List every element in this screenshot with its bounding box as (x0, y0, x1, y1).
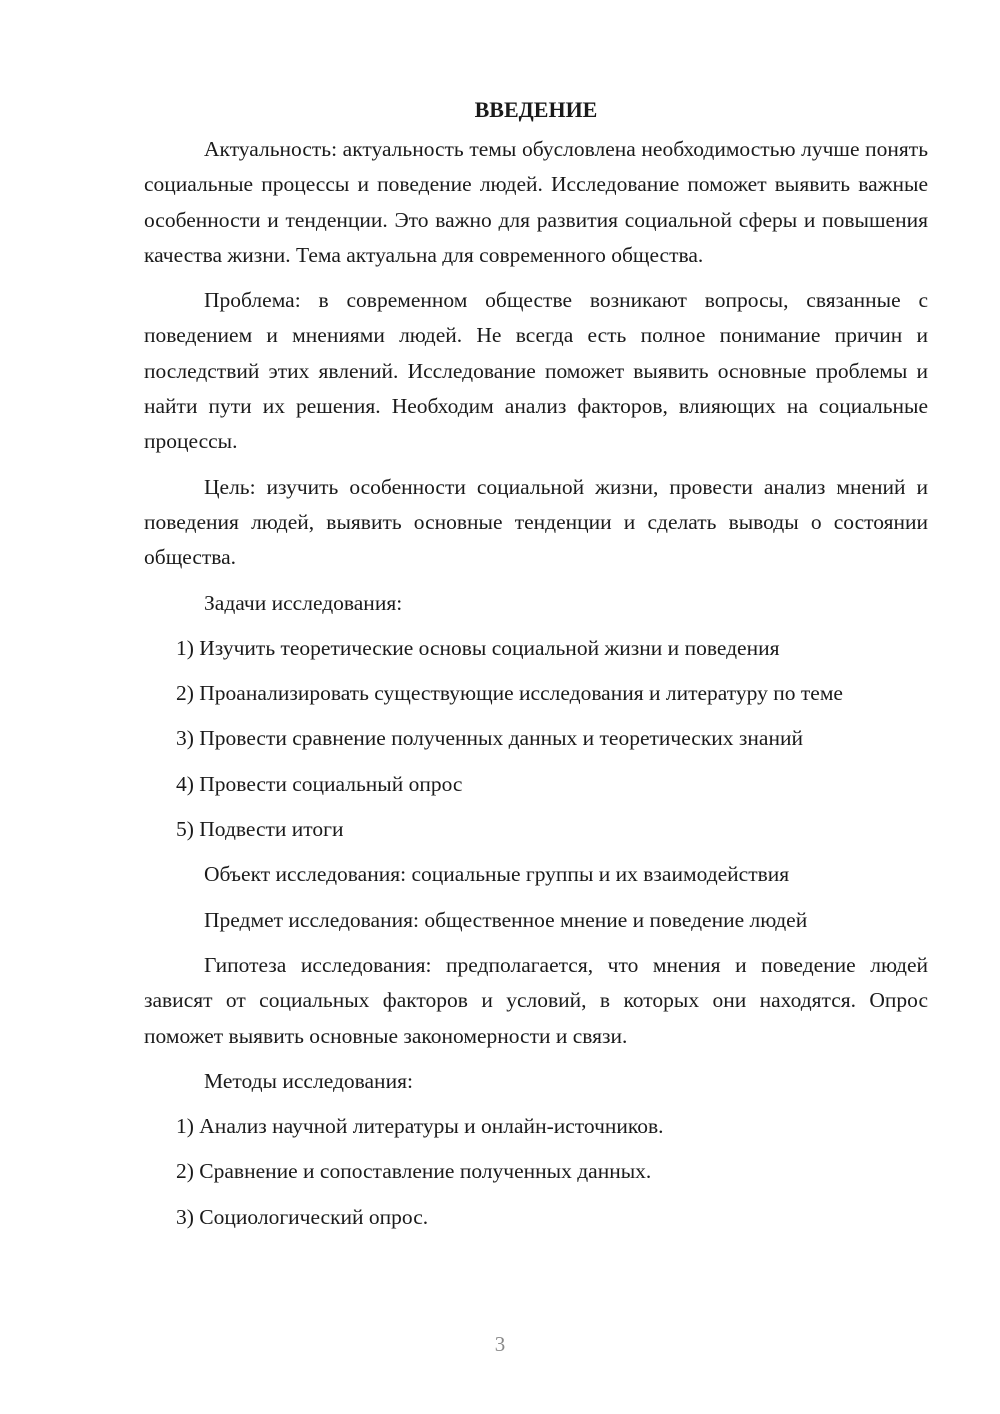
task-item: 2) Проанализировать существующие исследования и литературу по теме (176, 681, 843, 706)
method-item: 2) Сравнение и сопоставление полученных данных. (176, 1159, 652, 1184)
page-title: ВВЕДЕНИЕ (474, 97, 598, 122)
task-item: 4) Провести социальный опрос (176, 771, 463, 796)
tasks-heading: Задачи исследования: (204, 590, 403, 615)
object-paragraph: Объект исследования: социальные группы и их взаимодействия (204, 862, 790, 887)
task-item: 1) Изучить теоретические основы социальной жизни и поведения (176, 635, 780, 660)
method-item: 1) Анализ научной литературы и онлайн-источников. (176, 1114, 664, 1139)
problem-paragraph: Проблема: в современном обществе возникают вопросы, связанные с поведением и мнениями людей. Не всегда есть полное понимание причин и последствий этих явлений. Исследование поможет выявить основные проблемы и найти пути их решения. Необходим анализ факторов, влияющих на социальные процессы. (144, 288, 928, 454)
method-item: 3) Социологический опрос. (176, 1204, 429, 1229)
task-item: 5) Подвести итоги (176, 817, 344, 842)
hypothesis-paragraph: Гипотеза исследования: предполагается, что мнения и поведение людей зависят от социальных факторов и условий, в которых они находятся. Опрос поможет выявить основные закономерности и связи. (144, 952, 928, 1048)
page-number: 3 (494, 1332, 506, 1356)
subject-paragraph: Предмет исследования: общественное мнение и поведение людей (204, 907, 808, 932)
methods-heading: Методы исследования: (204, 1068, 413, 1093)
document-page (144, 92, 928, 1245)
relevance-paragraph: Актуальность: актуальность темы обусловлена необходимостью лучше понять социальные процессы и поведение людей. Исследование поможет выявить важные особенности и тенденции. Это важно для развития социальной сферы и повышения качества жизни. Тема актуальна для современного общества. (144, 137, 928, 267)
goal-paragraph: Цель: изучить особенности социальной жизни, провести анализ мнений и поведения людей, выявить основные тенденции и сделать выводы о состоянии общества. (144, 474, 928, 570)
task-item: 3) Провести сравнение полученных данных и теоретических знаний (176, 726, 803, 751)
